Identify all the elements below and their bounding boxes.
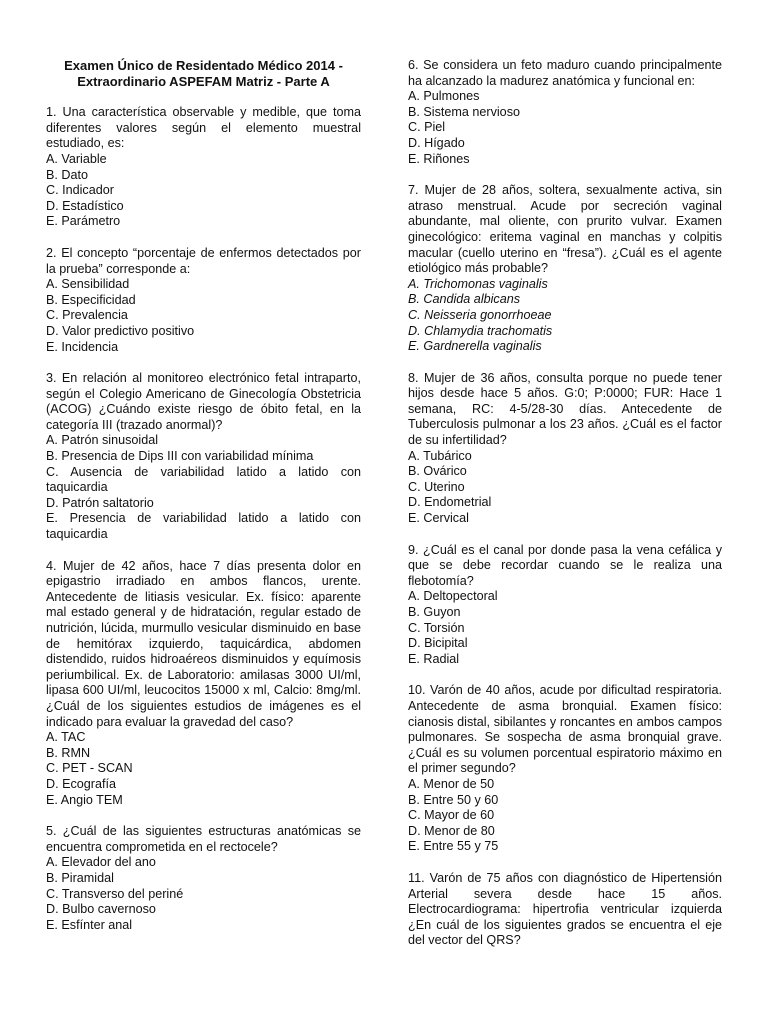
- question-4: [46, 559, 361, 809]
- document-title: Examen Único de Residentado Médico 2014 - Extraordinario ASPEFAM Matriz - Parte A: [64, 58, 343, 89]
- option-d: D. Estadístico: [46, 198, 124, 213]
- option-c: C. Mayor de 60: [408, 808, 495, 823]
- option-a: A. Elevador del ano: [46, 855, 156, 870]
- option-b: B. Presencia de Dips III con variabilidad mínima: [46, 449, 314, 464]
- option-a: A. Menor de 50: [408, 776, 495, 791]
- question-stem: 1. Una característica observable y medible, que toma diferentes valores según el elemento muestral estudiado, es:: [46, 105, 361, 151]
- question-stem: 7. Mujer de 28 años, soltera, sexualmente activa, sin atraso menstrual. Acude por secreción vaginal abundante, mal oliente, con prurito vulvar. Examen ginecológico: eritema vaginal en manchas y colpitis macular (cuello uterino en “fresa”). ¿Cuál es el agente etiológico más probable?: [408, 183, 722, 276]
- option-a: A. Pulmones: [408, 89, 480, 104]
- option-d: D. Valor predictivo positivo: [46, 323, 195, 338]
- option-a: A. Trichomonas vaginalis: [408, 276, 548, 291]
- left-column: [46, 58, 361, 949]
- option-d: D. Bulbo cavernoso: [46, 902, 156, 917]
- option-b: B. Guyon: [408, 605, 461, 619]
- option-e: E. Angio TEM: [46, 792, 123, 807]
- question-2: [46, 246, 361, 355]
- question-10: [408, 683, 722, 855]
- question-stem: 9. ¿Cuál es el canal por donde pasa la vena cefálica y que se debe recordar cuando se le realiza una flebotomía?: [408, 542, 722, 588]
- option-c: C. Transverso del periné: [46, 886, 184, 901]
- question-stem: 8. Mujer de 36 años, consulta porque no puede tener hijos desde hace 5 años. G:0; P:0000; FUR: Hace 1 semana, RC: 4-5/28-30 días. Antecedente de Tuberculosis pulmonar a los 23 años. ¿Cuál es el factor de su infertilidad?: [408, 370, 722, 448]
- option-b: B. Ovárico: [408, 464, 467, 479]
- option-a: A. Tubárico: [408, 448, 472, 463]
- option-a: A. Sensibilidad: [46, 277, 130, 292]
- question-6: [408, 58, 722, 167]
- option-b: B. Dato: [46, 167, 88, 182]
- option-d: D. Chlamydia trachomatis: [408, 323, 553, 338]
- option-d: D. Hígado: [408, 135, 465, 150]
- option-e: E. Incidencia: [46, 339, 119, 354]
- question-5: [46, 824, 361, 933]
- question-stem: 4. Mujer de 42 años, hace 7 días presenta dolor en epigastrio irradiado en ambos flancos, urente. Antecedente de litiasis vesicular. Ex. físico: aparente mal estado general y de hidratación, regular estado de nutrición, lúcida, murmullo vesicular disminuido en base de hemitórax izquierdo, taquicárdica, abdomen distendido, ruidos hidroaéreos disminuidos y equímosis periumbilical. Ex. de Laboratorio: amilasas 3000 UI/ml, lipasa 600 UI/ml, leucocitos 15000 x ml, Calcio: 8mg/ml. ¿Cuál de los siguientes estudios de imágenes es el indicado para evaluar la gravedad del caso?: [46, 558, 361, 729]
- option-b: B. Piramidal: [46, 870, 114, 885]
- option-c: C. Neisseria gonorrhoeae: [408, 307, 552, 322]
- question-7: [408, 183, 722, 355]
- option-a: A. Deltopectoral: [408, 589, 498, 604]
- question-9: [408, 543, 722, 668]
- option-c: C. Uterino: [408, 479, 465, 494]
- question-3: [46, 371, 361, 543]
- option-e: E. Parámetro: [46, 214, 121, 229]
- question-8: [408, 371, 722, 527]
- option-e: E. Entre 55 y 75: [408, 839, 499, 854]
- option-d: D. Ecografía: [46, 776, 116, 791]
- option-d: D. Bicipital: [408, 636, 468, 651]
- option-b: B. RMN: [46, 745, 91, 760]
- option-e: E. Riñones: [408, 151, 470, 166]
- question-stem: 11. Varón de 75 años con diagnóstico de Hipertensión Arterial severa desde hace 15 años. Electrocardiograma: hipertrofia ventricular izquierda ¿En cuál de los siguientes grados se encuentra el eje del vector del QRS?: [408, 870, 722, 948]
- option-c: C. Indicador: [46, 183, 114, 198]
- option-b: B. Especificidad: [46, 292, 136, 307]
- question-1: [46, 105, 361, 230]
- question-stem: 10. Varón de 40 años, acude por dificultad respiratoria. Antecedente de asma bronquial. Examen físico: cianosis distal, sibilantes y roncantes en ambos campos pulmonares. Se sospecha de asma bronquial grave. ¿Cuál es su volumen porcentual espiratorio máximo en el primer segundo?: [408, 683, 722, 776]
- option-d: D. Patrón saltatorio: [46, 495, 154, 510]
- option-c: C. PET - SCAN: [46, 761, 133, 776]
- question-11: [408, 871, 722, 949]
- option-e: E. Esfínter anal: [46, 917, 133, 932]
- option-a: A. Variable: [46, 151, 107, 166]
- option-b: B. Entre 50 y 60: [408, 792, 499, 807]
- option-c: C. Ausencia de variabilidad latido a latido con taquicardia: [46, 464, 361, 495]
- option-e: E. Cervical: [408, 511, 469, 526]
- question-stem: 3. En relación al monitoreo electrónico fetal intraparto, según el Colegio Americano de Ginecología Obstetricia (ACOG) ¿Cuándo existe riesgo de óbito fetal, en la categoría III (trazado anormal)?: [46, 371, 361, 432]
- question-stem: 2. El concepto “porcentaje de enfermos detectados por la prueba” corresponde a:: [46, 245, 361, 276]
- right-column: [408, 58, 722, 965]
- option-b: B. Sistema nervioso: [408, 104, 520, 119]
- option-d: D. Menor de 80: [408, 823, 495, 838]
- option-b: B. Candida albicans: [408, 292, 521, 307]
- option-d: D. Endometrial: [408, 495, 492, 510]
- option-c: C. Prevalencia: [46, 308, 128, 323]
- option-e: E. Presencia de variabilidad latido a latido con taquicardia: [46, 511, 361, 542]
- option-c: C. Torsión: [408, 620, 465, 635]
- question-stem: 6. Se considera un feto maduro cuando principalmente ha alcanzado la madurez anatómica y funcional en:: [408, 58, 722, 88]
- option-e: E. Radial: [408, 651, 460, 666]
- option-c: C. Piel: [408, 120, 446, 135]
- option-a: A. TAC: [46, 730, 86, 745]
- option-a: A. Patrón sinusoidal: [46, 433, 159, 448]
- question-stem: 5. ¿Cuál de las siguientes estructuras anatómicas se encuentra comprometida en el rectocele?: [46, 824, 361, 854]
- option-e: E. Gardnerella vaginalis: [408, 339, 542, 354]
